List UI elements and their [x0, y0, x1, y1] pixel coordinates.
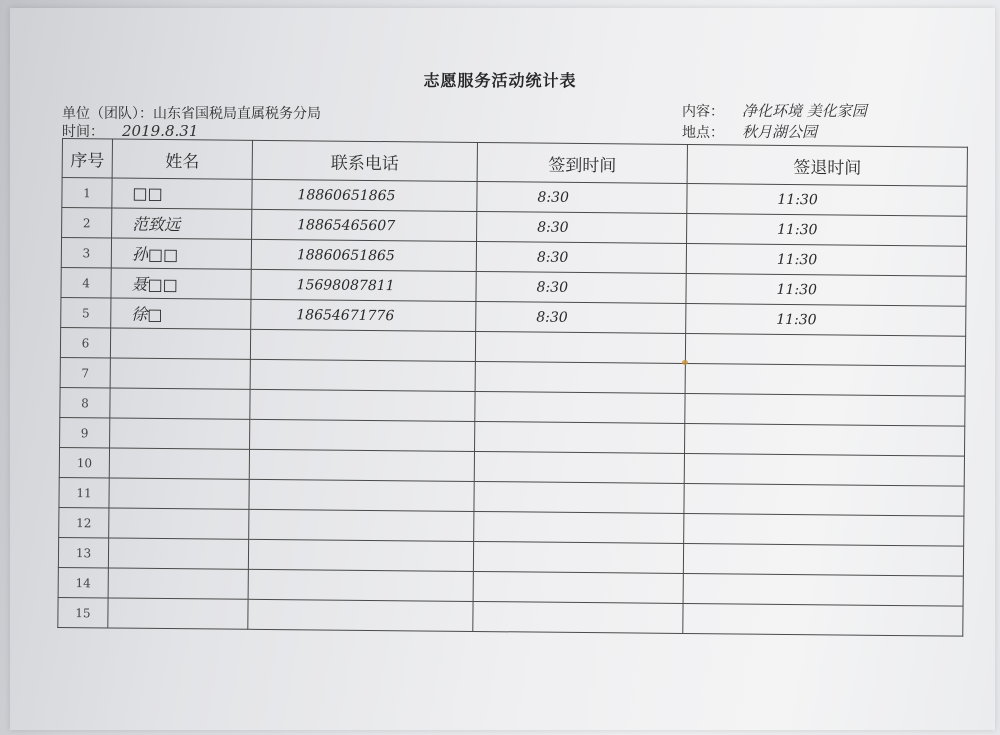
header-checkin-time: 签到时间 [477, 142, 687, 183]
header-name: 姓名 [112, 139, 252, 179]
phone-number: 18860651865 [252, 179, 477, 211]
volunteer-name: 徐□ [111, 298, 251, 329]
checkin-time: 8:30 [477, 211, 687, 243]
phone-number [250, 389, 475, 421]
phone-number: 18860651865 [251, 239, 476, 271]
checkout-time [685, 423, 965, 456]
paper-stain [682, 360, 688, 365]
unit-label: 单位（团队）： [62, 106, 153, 122]
volunteer-name [108, 538, 248, 569]
checkin-time [474, 481, 684, 513]
phone-number [248, 569, 473, 601]
volunteer-name [109, 448, 249, 479]
time-label: 时间： [62, 124, 104, 140]
phone-number: 15698087811 [251, 269, 476, 301]
unit-field [62, 103, 321, 123]
volunteer-name: 孙□□ [111, 238, 251, 269]
row-number: 4 [61, 267, 111, 297]
checkin-time [473, 601, 683, 633]
row-number: 11 [59, 477, 109, 507]
content-field [682, 100, 867, 121]
checkout-time: 11:30 [686, 273, 966, 306]
checkin-time [475, 391, 685, 423]
checkout-time: 11:30 [687, 184, 967, 217]
checkout-time [683, 543, 963, 576]
unit-value: 山东省国税局直属税务分局 [153, 106, 321, 122]
volunteer-name [108, 568, 248, 599]
row-number: 7 [60, 357, 110, 387]
volunteer-name: 范致远 [112, 208, 252, 239]
header-checkout-time: 签退时间 [687, 145, 967, 187]
checkin-time [475, 331, 685, 363]
row-number: 14 [58, 567, 108, 597]
volunteer-name [109, 478, 249, 509]
content-label: 内容： [682, 104, 724, 120]
row-number: 10 [59, 447, 109, 477]
checkin-time [475, 421, 685, 453]
phone-number: 18654671776 [251, 299, 476, 331]
row-number: 5 [61, 297, 111, 327]
content-value: 净化环境 美化家园 [742, 102, 867, 120]
volunteer-register-table [57, 138, 968, 637]
paper-sheet [10, 8, 995, 730]
volunteer-name [110, 358, 250, 389]
checkout-time [683, 603, 963, 636]
row-number: 13 [58, 537, 108, 567]
header-phone: 联系电话 [252, 140, 477, 181]
row-number: 12 [59, 507, 109, 537]
phone-number [248, 539, 473, 571]
checkout-time: 11:30 [686, 303, 966, 336]
row-number: 2 [62, 208, 112, 238]
checkin-time [473, 571, 683, 603]
checkin-time: 8:30 [476, 241, 686, 273]
volunteer-name [108, 598, 248, 629]
row-number: 6 [60, 327, 110, 357]
phone-number [249, 449, 474, 481]
checkout-time [684, 513, 964, 546]
row-number: 8 [60, 387, 110, 417]
checkout-time [685, 363, 965, 396]
row-number: 15 [58, 597, 108, 627]
checkin-time: 8:30 [476, 301, 686, 333]
volunteer-name: 聂□□ [111, 268, 251, 299]
location-label: 地点： [682, 125, 724, 141]
location-field [682, 121, 817, 142]
checkin-time [473, 541, 683, 573]
checkout-time [685, 393, 965, 426]
checkin-time [474, 451, 684, 483]
phone-number [250, 329, 475, 361]
volunteer-name [109, 508, 249, 539]
checkout-time: 11:30 [686, 243, 966, 276]
volunteer-name [110, 418, 250, 449]
volunteer-name [110, 328, 250, 359]
header-serial-no: 序号 [62, 139, 112, 178]
checkout-time [685, 333, 965, 366]
row-number: 3 [61, 238, 111, 268]
phone-number [250, 359, 475, 391]
phone-number [250, 419, 475, 451]
checkin-time: 8:30 [477, 181, 687, 213]
checkin-time [474, 511, 684, 543]
time-value: 2019.8.31 [122, 122, 199, 140]
location-value: 秋月湖公园 [742, 123, 818, 141]
checkout-time [683, 573, 963, 606]
phone-number [249, 509, 474, 541]
volunteer-name [110, 388, 250, 419]
form-title: 志愿服务活动统计表 [423, 71, 577, 90]
volunteer-name: □□ [112, 178, 252, 209]
checkout-time [684, 483, 964, 516]
checkin-time: 8:30 [476, 271, 686, 303]
row-number: 9 [60, 417, 110, 447]
checkout-time [684, 453, 964, 486]
phone-number [248, 599, 473, 631]
checkout-time: 11:30 [687, 214, 967, 247]
phone-number: 18865465607 [252, 209, 477, 241]
row-number: 1 [62, 178, 112, 208]
phone-number [249, 479, 474, 511]
checkin-time [475, 361, 685, 393]
